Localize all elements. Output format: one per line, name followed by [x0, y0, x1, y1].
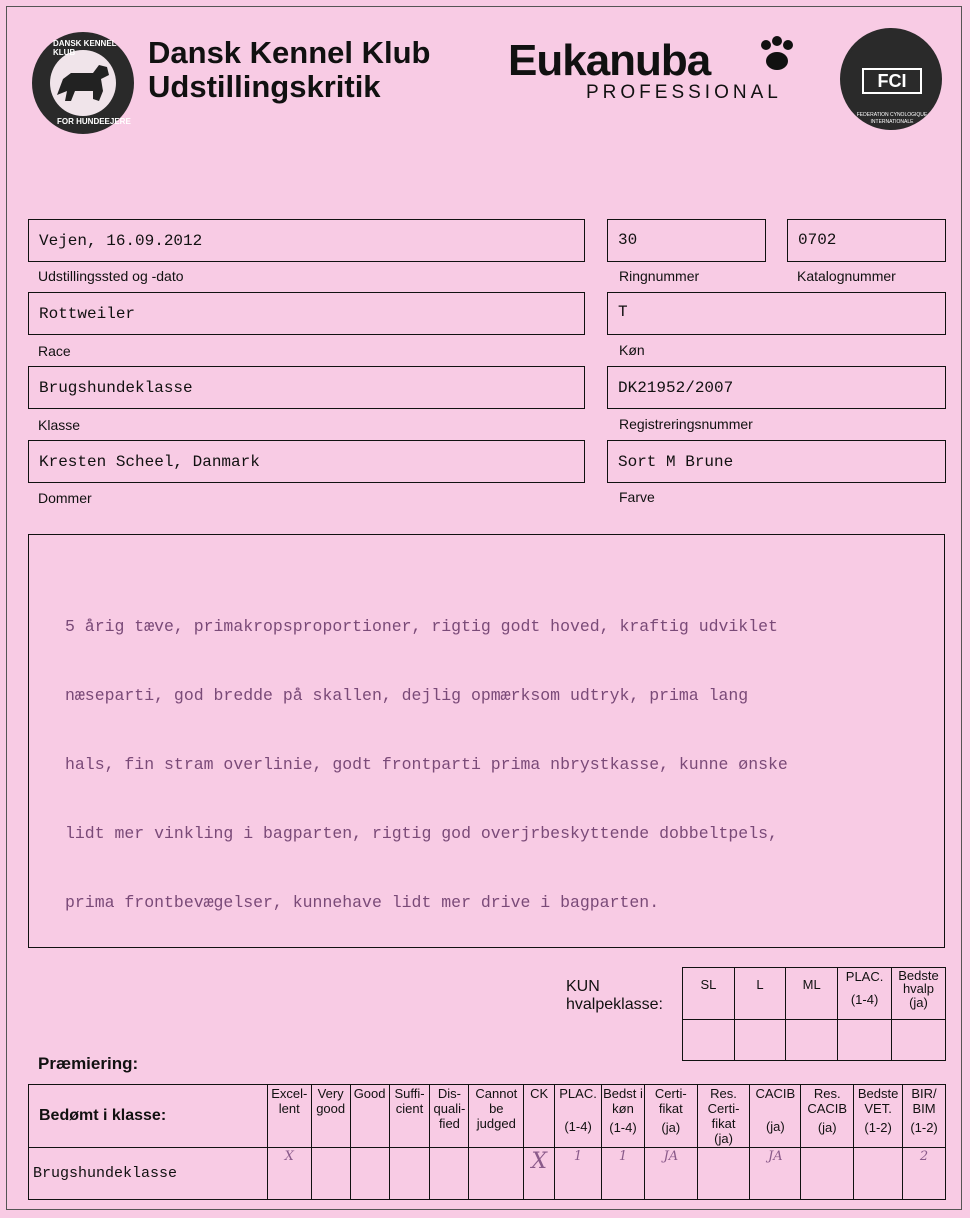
puppy-class-label: KUN hvalpeklasse:	[566, 978, 663, 1013]
race-field[interactable]	[28, 292, 585, 335]
award-cell[interactable]: JA	[750, 1148, 801, 1200]
place-date-value: Vejen, 16.09.2012	[39, 232, 203, 250]
judge-value: Kresten Scheel, Danmark	[39, 453, 260, 471]
award-header: Good	[350, 1085, 389, 1148]
award-cell[interactable]: X	[267, 1148, 311, 1200]
puppy-cell[interactable]	[786, 1020, 838, 1061]
color-field[interactable]	[607, 440, 946, 483]
page-subtitle: Udstillingskritik	[148, 69, 381, 104]
awards-row-label: Bedømt i klasse:	[29, 1085, 268, 1148]
ring-label: Ringnummer	[619, 268, 700, 284]
award-header: Very good	[311, 1085, 350, 1148]
sex-value: T	[618, 303, 628, 321]
page-title: Dansk Kennel Klub	[148, 35, 431, 70]
catalog-label: Katalognummer	[797, 268, 896, 284]
award-header: CK	[524, 1085, 555, 1148]
critique-text	[65, 569, 925, 960]
race-value: Rottweiler	[39, 305, 136, 323]
award-cell[interactable]: 1	[602, 1148, 645, 1200]
award-header: PLAC. (1-4)	[555, 1085, 602, 1148]
registration-label: Registreringsnummer	[619, 416, 753, 432]
award-header: CACIB (ja)	[750, 1085, 801, 1148]
puppy-cell[interactable]	[683, 1020, 735, 1061]
fci-ring-text: FEDERATION CYNOLOGIQUE INTERNATIONALE	[856, 112, 928, 125]
class-field[interactable]	[28, 366, 585, 409]
catalog-value: 0702	[798, 231, 837, 249]
critique-line: prima frontbevægelser, kunnehave lidt mer drive i bagparten.	[65, 893, 660, 912]
award-cell[interactable]	[697, 1148, 750, 1200]
awards-table	[28, 1084, 946, 1200]
puppy-class-table	[682, 967, 946, 1061]
place-date-label: Udstillingssted og -dato	[38, 268, 184, 284]
place-date-field[interactable]	[28, 219, 585, 262]
dkk-logo-bottom-text: FOR HUNDEEJERE	[57, 117, 131, 126]
ring-field[interactable]	[607, 219, 766, 262]
color-label: Farve	[619, 489, 655, 505]
award-cell[interactable]: JA	[644, 1148, 697, 1200]
critique-line: hals, fin stram overlinie, godt frontparti prima nbrystkasse, kunne ønske	[65, 755, 788, 774]
award-cell[interactable]: 2	[903, 1148, 946, 1200]
awards-title: Præmiering:	[38, 1054, 139, 1073]
puppy-cell[interactable]	[891, 1020, 945, 1061]
race-label: Race	[38, 343, 71, 359]
award-cell[interactable]	[389, 1148, 430, 1200]
award-header: Excel-lent	[267, 1085, 311, 1148]
award-header: Bedst i køn (1-4)	[602, 1085, 645, 1148]
puppy-header-ml: ML	[786, 968, 838, 1020]
award-cell[interactable]	[469, 1148, 524, 1200]
critique-line: 5 årig tæve, primakropsproportioner, rigtig godt hoved, kraftig udviklet	[65, 617, 778, 636]
award-cell[interactable]	[801, 1148, 854, 1200]
awards-class-value: Brugshundeklasse	[29, 1148, 268, 1200]
puppy-header-best: Bedste hvalp (ja)	[891, 968, 945, 1020]
catalog-field[interactable]	[787, 219, 946, 262]
puppy-cell[interactable]	[838, 1020, 892, 1061]
puppy-header-sl: SL	[683, 968, 735, 1020]
class-label: Klasse	[38, 417, 81, 433]
award-header: BIR/ BIM (1-2)	[903, 1085, 946, 1148]
puppy-header-l: L	[734, 968, 785, 1020]
award-cell[interactable]: X	[524, 1148, 555, 1200]
award-cell[interactable]	[350, 1148, 389, 1200]
award-header: Res. Certi-fikat (ja)	[697, 1085, 750, 1148]
class-value: Brugshundeklasse	[39, 379, 193, 397]
puppy-cell[interactable]	[734, 1020, 785, 1061]
award-cell[interactable]	[311, 1148, 350, 1200]
critique-box[interactable]	[28, 534, 945, 948]
registration-value: DK21952/2007	[618, 379, 734, 397]
sex-label: Køn	[619, 342, 645, 358]
puppy-header-plac: PLAC. (1-4)	[838, 968, 892, 1020]
award-header: Suffi-cient	[389, 1085, 430, 1148]
award-cell[interactable]	[854, 1148, 903, 1200]
dkk-logo-top-text: DANSK KENNEL KLUB	[53, 39, 117, 57]
award-cell[interactable]: 1	[555, 1148, 602, 1200]
judge-field[interactable]	[28, 440, 585, 483]
award-header: Dis-quali-fied	[430, 1085, 469, 1148]
sex-field[interactable]	[607, 292, 946, 335]
registration-field[interactable]	[607, 366, 946, 409]
award-header: Bedste VET. (1-2)	[854, 1085, 903, 1148]
award-header: Certi-fikat (ja)	[644, 1085, 697, 1148]
eukanuba-logo: Eukanuba	[508, 36, 711, 85]
critique-line: lidt mer vinkling i bagparten, rigtig god overjrbeskyttende dobbeltpels,	[65, 824, 778, 843]
critique-line: næseparti, god bredde på skallen, dejlig opmærksom udtryk, prima lang	[65, 686, 749, 705]
award-header: Cannot be judged	[469, 1085, 524, 1148]
award-cell[interactable]	[430, 1148, 469, 1200]
award-header: Res. CACIB (ja)	[801, 1085, 854, 1148]
color-value: Sort M Brune	[618, 453, 734, 471]
paw-icon	[758, 36, 796, 74]
judge-label: Dommer	[38, 490, 92, 506]
dkk-logo	[32, 32, 134, 134]
ring-value: 30	[618, 231, 638, 249]
eukanuba-subtitle: PROFESSIONAL	[586, 82, 782, 103]
fci-logo-text: FCI	[862, 68, 922, 94]
